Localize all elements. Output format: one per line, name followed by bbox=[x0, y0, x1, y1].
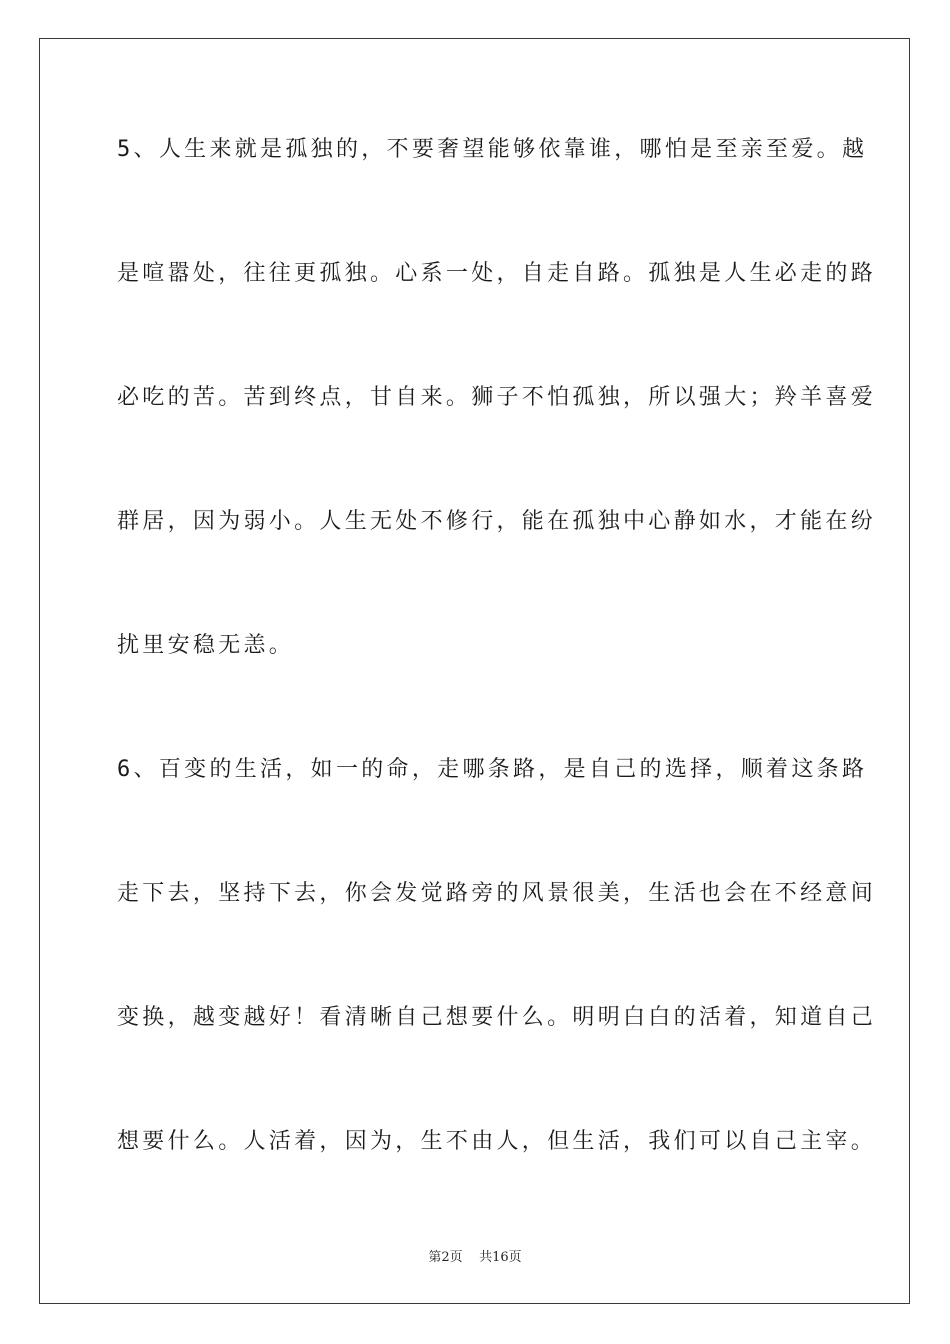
paragraph-5-line-2: 是喧嚣处，往往更孤独。心系一处，自走自路。孤独是人生必走的路 bbox=[117, 261, 877, 286]
paragraph-5-line-4: 群居，因为弱小。人生无处不修行，能在孤独中心静如水，才能在纷 bbox=[117, 509, 877, 534]
paragraph-5-line-1: 5、人生来就是孤独的，不要奢望能够依靠谁，哪怕是至亲至爱。越 bbox=[117, 137, 868, 162]
paragraph-6-line-4: 想要什么。人活着，因为，生不由人，但生活，我们可以自己主宰。 bbox=[117, 1129, 877, 1154]
page-total: 共16页 bbox=[479, 1250, 522, 1265]
paragraph-5-line-3: 必吃的苦。苦到终点，甘自来。狮子不怕孤独，所以强大；羚羊喜爱 bbox=[117, 385, 877, 410]
page-footer bbox=[0, 1246, 950, 1265]
page-border bbox=[39, 38, 910, 1304]
paragraph-6-line-1: 6、百变的生活，如一的命，走哪条路，是自己的选择，顺着这条路 bbox=[117, 757, 868, 782]
paragraph-5-line-5: 扰里安稳无恙。 bbox=[117, 633, 295, 658]
page-number: 第2页 bbox=[428, 1250, 463, 1265]
paragraph-6-line-2: 走下去，坚持下去，你会发觉路旁的风景很美，生活也会在不经意间 bbox=[117, 881, 877, 906]
paragraph-6-line-3: 变换，越变越好！看清晰自己想要什么。明明白白的活着，知道自己 bbox=[117, 1005, 877, 1030]
